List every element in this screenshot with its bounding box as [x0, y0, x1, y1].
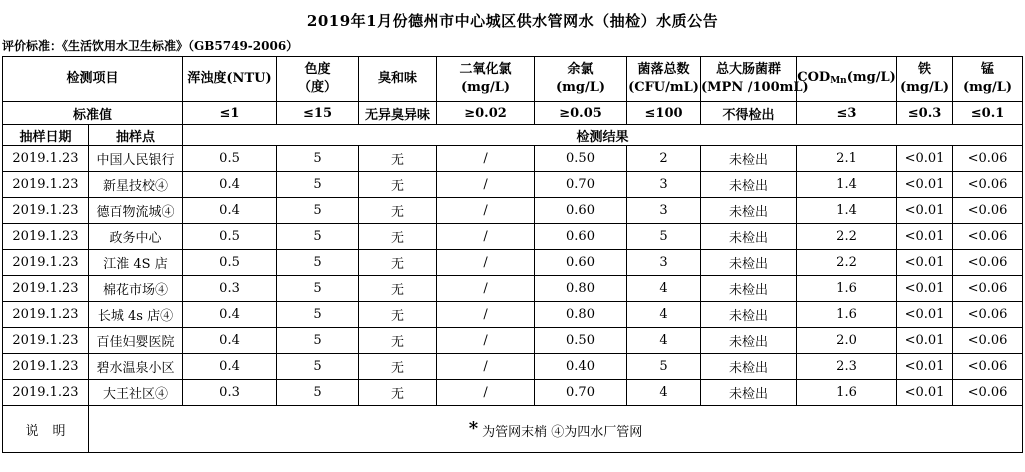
note-body [89, 406, 1023, 453]
sub-header-row [3, 125, 1023, 146]
sample-site: 德百物流城④ [89, 198, 183, 224]
table-row [3, 224, 1023, 250]
result-value: 未检出 [701, 380, 797, 406]
result-value: 4 [627, 276, 701, 302]
result-value: 5 [277, 380, 359, 406]
result-value: 无 [359, 276, 437, 302]
header-coliform-unit: (MPN /100mL) [701, 80, 809, 95]
result-value: 2.0 [797, 328, 897, 354]
header-clo2-unit: (mg/L) [460, 80, 511, 95]
result-value: <0.06 [953, 276, 1023, 302]
result-value: 2.3 [797, 354, 897, 380]
result-value: <0.01 [897, 198, 953, 224]
sample-site: 江淮 4S 店 [89, 250, 183, 276]
table-row [3, 250, 1023, 276]
note-row [3, 406, 1023, 453]
note-star: * [468, 418, 479, 439]
header-residual-unit: (mg/L) [555, 80, 606, 95]
data-rows [3, 146, 1023, 406]
result-value: 5 [277, 354, 359, 380]
result-value: / [437, 276, 535, 302]
result-value: 5 [277, 250, 359, 276]
result-value: 1.4 [797, 172, 897, 198]
result-value: <0.01 [897, 250, 953, 276]
table-row [3, 354, 1023, 380]
header-clo2-name: 二氧化氯 [459, 62, 512, 77]
standard-value: ≤15 [277, 102, 359, 125]
sample-date: 2019.1.23 [3, 328, 89, 354]
result-value: 4 [627, 380, 701, 406]
header-cod [797, 57, 897, 102]
result-value: 无 [359, 224, 437, 250]
result-value: 2.1 [797, 146, 897, 172]
result-value: 1.6 [797, 302, 897, 328]
standard-value-row [3, 102, 1023, 125]
sample-site: 百佳妇婴医院 [89, 328, 183, 354]
result-value: 无 [359, 328, 437, 354]
result-value: 0.3 [183, 276, 277, 302]
result-value: 0.70 [535, 172, 627, 198]
result-value: 4 [627, 302, 701, 328]
result-value: <0.06 [953, 172, 1023, 198]
header-item: 检测项目 [3, 57, 183, 102]
result-value: 未检出 [701, 276, 797, 302]
result-value: 1.6 [797, 276, 897, 302]
header-manganese [953, 57, 1023, 102]
standard-value: ≤0.1 [953, 102, 1023, 125]
result-value: 无 [359, 172, 437, 198]
header-turbidity: 浑浊度(NTU) [183, 57, 277, 102]
header-cod-unit: (mg/L) [846, 69, 896, 85]
sample-date: 2019.1.23 [3, 302, 89, 328]
result-value: 0.40 [535, 354, 627, 380]
result-value: 未检出 [701, 354, 797, 380]
header-residual-chlorine [535, 57, 627, 102]
result-value: <0.01 [897, 302, 953, 328]
result-value: 无 [359, 302, 437, 328]
result-value: 0.5 [183, 250, 277, 276]
result-value: <0.06 [953, 354, 1023, 380]
result-value: 未检出 [701, 146, 797, 172]
result-value: 未检出 [701, 224, 797, 250]
sample-date: 2019.1.23 [3, 198, 89, 224]
result-value: <0.06 [953, 250, 1023, 276]
standard-value: ≥0.02 [437, 102, 535, 125]
result-value: 0.4 [183, 354, 277, 380]
header-color-unit: （度） [298, 80, 338, 95]
result-value: <0.01 [897, 276, 953, 302]
result-value: <0.01 [897, 380, 953, 406]
result-value: 无 [359, 198, 437, 224]
result-value: 5 [277, 198, 359, 224]
page-title: 2019年1月份德州市中心城区供水管网水（抽检）水质公告 [306, 12, 719, 30]
result-value: 0.60 [535, 198, 627, 224]
sample-site: 长城 4s 店④ [89, 302, 183, 328]
result-value: 0.60 [535, 250, 627, 276]
result-value: 0.4 [183, 198, 277, 224]
header-colony-unit: (CFU/mL) [628, 80, 699, 95]
result-value: / [437, 354, 535, 380]
table-row [3, 328, 1023, 354]
sample-date: 2019.1.23 [3, 224, 89, 250]
result-value: 未检出 [701, 172, 797, 198]
standard-value: 无异臭异味 [359, 102, 437, 125]
result-value: 5 [277, 328, 359, 354]
result-value: 3 [627, 172, 701, 198]
water-quality-table [2, 56, 1023, 453]
result-value: / [437, 302, 535, 328]
table-row [3, 172, 1023, 198]
result-value: 5 [277, 302, 359, 328]
result-value: 5 [277, 276, 359, 302]
result-value: 未检出 [701, 198, 797, 224]
header-iron-unit: (mg/L) [899, 80, 950, 95]
standard-value: ≤0.3 [897, 102, 953, 125]
result-value: 未检出 [701, 250, 797, 276]
result-value: 0.4 [183, 328, 277, 354]
result-value: 2 [627, 146, 701, 172]
result-value: <0.01 [897, 146, 953, 172]
result-value: 0.5 [183, 224, 277, 250]
sample-site: 棉花市场④ [89, 276, 183, 302]
header-odor: 臭和味 [359, 57, 437, 102]
result-value: 0.80 [535, 302, 627, 328]
standard-value: ≤1 [183, 102, 277, 125]
sample-date: 2019.1.23 [3, 172, 89, 198]
result-value: <0.01 [897, 354, 953, 380]
sample-date: 2019.1.23 [3, 146, 89, 172]
result-value: 5 [277, 146, 359, 172]
header-sample-date: 抽样日期 [3, 125, 89, 146]
result-value: 无 [359, 146, 437, 172]
table-row [3, 276, 1023, 302]
header-sample-site: 抽样点 [89, 125, 183, 146]
header-manganese-name: 锰 [981, 62, 995, 77]
result-value: / [437, 198, 535, 224]
table-row [3, 302, 1023, 328]
sample-date: 2019.1.23 [3, 250, 89, 276]
result-value: 3 [627, 250, 701, 276]
result-value: 无 [359, 380, 437, 406]
header-cod-name: COD [797, 69, 831, 85]
result-value: 无 [359, 250, 437, 276]
result-value: / [437, 146, 535, 172]
result-value: <0.01 [897, 224, 953, 250]
header-cod-subscript: Mn [830, 75, 847, 86]
result-value: 0.50 [535, 328, 627, 354]
result-value: 3 [627, 198, 701, 224]
result-value: 5 [277, 172, 359, 198]
result-value: 0.4 [183, 302, 277, 328]
header-coliform-name: 总大肠菌群 [716, 62, 782, 77]
evaluation-standard: 评价标准：《生活饮用水卫生标准》（GB5749-2006） [2, 39, 299, 53]
result-value: / [437, 250, 535, 276]
header-residual-name: 余氯 [567, 62, 594, 77]
result-value: 5 [627, 354, 701, 380]
result-value: / [437, 380, 535, 406]
table-row [3, 146, 1023, 172]
result-value: 1.4 [797, 198, 897, 224]
sample-site: 政务中心 [89, 224, 183, 250]
header-iron-name: 铁 [918, 62, 932, 77]
standard-value: ≤3 [797, 102, 897, 125]
standard-value: ≥0.05 [535, 102, 627, 125]
header-colony-count [627, 57, 701, 102]
result-value: <0.01 [897, 172, 953, 198]
result-value: 0.60 [535, 224, 627, 250]
result-value: 4 [627, 328, 701, 354]
result-value: 2.2 [797, 224, 897, 250]
note-label: 说明 [3, 406, 89, 453]
result-value: 无 [359, 354, 437, 380]
header-test-results: 检测结果 [183, 125, 1023, 146]
header-row [3, 57, 1023, 102]
result-value: <0.01 [897, 328, 953, 354]
result-value: / [437, 328, 535, 354]
result-value: 5 [627, 224, 701, 250]
standard-value: ≤100 [627, 102, 701, 125]
sample-site: 中国人民银行 [89, 146, 183, 172]
result-value: 未检出 [701, 302, 797, 328]
table-row [3, 198, 1023, 224]
note-text: 为管网末梢 ④为四水厂管网 [482, 425, 643, 440]
sample-site: 新星技校④ [89, 172, 183, 198]
header-iron [897, 57, 953, 102]
standard-value: 不得检出 [701, 102, 797, 125]
result-value: <0.06 [953, 302, 1023, 328]
table-row [3, 380, 1023, 406]
header-colony-name: 菌落总数 [637, 62, 690, 77]
sample-date: 2019.1.23 [3, 380, 89, 406]
result-value: 2.2 [797, 250, 897, 276]
result-value: <0.06 [953, 224, 1023, 250]
result-value: <0.06 [953, 198, 1023, 224]
sample-date: 2019.1.23 [3, 276, 89, 302]
result-value: <0.06 [953, 146, 1023, 172]
header-color [277, 57, 359, 102]
result-value: 5 [277, 224, 359, 250]
header-coliform [701, 57, 809, 102]
standard-label: 标准值 [3, 102, 183, 125]
result-value: <0.06 [953, 328, 1023, 354]
result-value: 0.4 [183, 172, 277, 198]
header-manganese-unit: (mg/L) [962, 80, 1013, 95]
result-value: / [437, 224, 535, 250]
sample-site: 碧水温泉小区 [89, 354, 183, 380]
header-clo2 [437, 57, 535, 102]
result-value: / [437, 172, 535, 198]
result-value: 0.5 [183, 146, 277, 172]
header-color-name: 色度 [304, 62, 331, 77]
result-value: 1.6 [797, 380, 897, 406]
result-value: 0.70 [535, 380, 627, 406]
sample-date: 2019.1.23 [3, 354, 89, 380]
result-value: 0.50 [535, 146, 627, 172]
result-value: <0.06 [953, 380, 1023, 406]
result-value: 未检出 [701, 328, 797, 354]
result-value: 0.3 [183, 380, 277, 406]
result-value: 0.80 [535, 276, 627, 302]
sample-site: 大王社区④ [89, 380, 183, 406]
